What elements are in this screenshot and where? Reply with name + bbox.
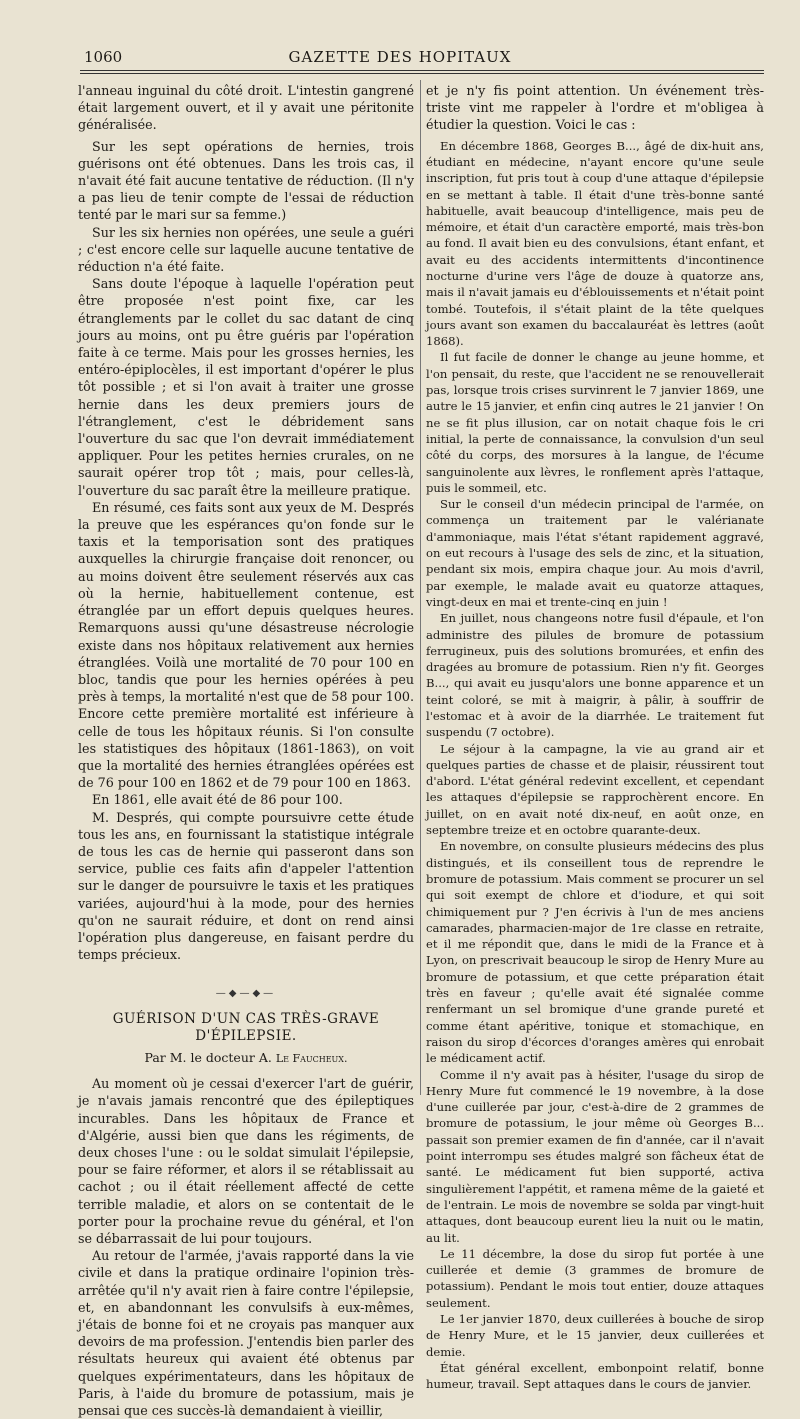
paragraph: M. Després, qui compte poursuivre cette étude tous les ans, en fournissant la statistique intégrale de tous les cas de hernie qui passeront dans son service, publie ces faits afin d'appeler l'attention sur le danger de poursuivre le taxis et les pratiques variées, aujourd'hui à la mode, pour des hernies qu'on ne saurait réduire, et dont on rend ainsi l'opération plus dangereuse, en faisant perdre du temps précieux. xyxy=(78,809,414,963)
case-paragraph: Le 1er janvier 1870, deux cuillerées à bouche de sirop de Henry Mure, et le 15 janvier, deux cuillerées et demie. xyxy=(426,1311,764,1359)
section-ornament: —◆—◆— xyxy=(215,988,277,1000)
case-paragraph: En juillet, nous changeons notre fusil d'épaule, et l'on administre des pilules de bromure de potassium ferrugineux, puis des solutions bromurées, et enfin des dragées au bromure de potassium. Rien n'y fit. Georges B..., qui avait eu jusqu'alors une bonne apparence et un teint coloré, se mit à maigrir, à pâlir, à souffrir de l'estomac et à avoir de la diarrhée. Le traitement fut suspendu (7 octobre). xyxy=(426,611,764,740)
case-paragraph: Comme il n'y avait pas à hésiter, l'usage du sirop de Henry Mure fut commencé le 19 novembre, à la dose d'une cuillerée par jour, c'est-à-dire de 2 grammes de bromure de potassium, le jour même où Georges B... passait son premier examen de fin d'année, car il n'avait point interrompu ses études malgré son fâcheux état de santé. Le médicament fut bien supporté, activa singulièrement l'appétit, et ramena même de la gaieté et de l'entrain. Le mois de novembre se solda par vingt-huit attaques, dont beaucoup eurent lieu la nuit ou le matin, au lit. xyxy=(426,1067,764,1245)
paragraph: Sur les sept opérations de hernies, trois guérisons ont été obtenues. Dans les trois cas, il n'avait été fait aucune tentative de réduction. (Il n'y a pas lieu de tenir compte de l'essai de réduction tenté par le mari sur sa femme.) xyxy=(78,138,414,223)
case-paragraph: État général excellent, embonpoint relatif, bonne humeur, travail. Sept attaques dans le cours de janvier. xyxy=(426,1360,764,1392)
section-title: GUÉRISON D'UN CAS TRÈS-GRAVE D'ÉPILEPSIE. xyxy=(112,1010,380,1044)
paragraph: Sans doute l'époque à laquelle l'opération peut être proposée n'est point fixe, car les étranglements par le collet du sac datant de cinq jours au moins, ont pu être guéris par l'opération faite à ce terme. Mais pour les grosses hernies, les entéro-épiplocèles, il est important d'opérer le plus tôt possible ; et si l'on avait à traiter une grosse hernie dans les deux premiers jours de l'étranglement, c'est le débridement sans l'ouverture du sac que l'on devrait immédiatement appliquer. Pour les petites hernies crurales, on ne saurait opérer trop tôt ; mais, pour celles-là, l'ouverture du sac paraît être la meilleure pratique. xyxy=(78,276,414,498)
case-paragraph: Il fut facile de donner le change au jeune homme, et l'on pensait, du reste, que l'accident ne se renouvellerait pas, lorsque trois crises survinrent le 7 janvier 1869, une autre le 15 janvier, et enfin cinq autres le 21 janvier ! On ne se fit plus illusion, car on notait chaque fois le cri initial, la perte de connaissance, la convulsion d'un seul côté du corps, des morsures à la langue, de l'écume sanguinolente aux lèvres, le ronflement après l'attaque, puis le sommeil, etc. xyxy=(426,350,764,495)
paragraph: l'anneau inguinal du côté droit. L'intestin gangrené était largement ouvert, et il y avait une péritonite généralisée. xyxy=(78,83,414,133)
page-number: 1060 xyxy=(84,48,123,66)
byline-prefix: Par M. le docteur A. xyxy=(144,1049,272,1065)
right-column xyxy=(426,82,764,1392)
paragraph: En résumé, ces faits sont aux yeux de M. Després la preuve que les espérances qu'on fonde sur le taxis et la temporisation sont des pratiques auxquelles la chirurgie française doit renoncer, ou au moins doivent être seulement réservés aux cas où la hernie, habituellement contenue, est étranglée par un effort depuis quelques heures. Remarquons aussi qu'une désastreuse nécrologie existe dans nos hôpitaux relativement aux hernies étranglées. Voilà une mortalité de 70 pour 100 en bloc, tandis que pour les hernies opérées à peu près à temps, la mortalité n'est que de 58 pour 100. Encore cette première mortalité est inférieure à celle de tous les hôpitaux réunis. Si l'on consulte les statistiques des hôpitaux (1861-1863), on voit que la mortalité des hernies étranglées opérées est de 76 pour 100 en 1862 et de 79 pour 100 en 1863. xyxy=(78,499,414,791)
header-rule xyxy=(80,70,764,71)
paragraph: En 1861, elle avait été de 86 pour 100. xyxy=(92,792,343,808)
paragraph: Sur les six hernies non opérées, une seule a guéri ; c'est encore celle sur laquelle aucune tentative de réduction n'a été faite. xyxy=(78,224,414,275)
case-paragraph: Le 11 décembre, la dose du sirop fut portée à une cuillerée et demie (3 grammes de bromure de potassium). Pendant le mois tout entier, douze attaques seulement. xyxy=(426,1246,764,1310)
case-paragraph: En novembre, on consulte plusieurs médecins des plus distingués, et ils conseillent tous de reprendre le bromure de potassium. Mais comment se procurer un sel qui soit exempt de chlore et d'iodure, et qui soit chimiquement pur ? J'en écrivis à l'un de mes anciens camarades, pharmacien-major de 1re classe en retraite, et il me répondit que, dans le midi de la France et à Lyon, on prescrivait beaucoup le sirop de Henry Mure au bromure de potassium, et que cette préparation était très en faveur ; qu'elle avait été signalée comme renfermant un sel bromique d'une grande pureté et comme étant apéritive, tonique et stomachique, en raison du sirop d'écorces d'oranges amères qui enrobait le médicament actif. xyxy=(426,839,764,1066)
byline-author: Le Faucheux. xyxy=(275,1051,348,1065)
case-paragraph: Sur le conseil d'un médecin principal de l'armée, on commença un traitement par le valérianate d'ammoniaque, mais l'état s'étant rapidement aggravé, on eut recours à l'usage des sels de zinc, et la situation, pendant six mois, empira chaque jour. Au mois d'avril, par exemple, le malade avait eu quatorze attaques, vingt-deux en mai et trente-cinq en juin ! xyxy=(426,497,764,609)
paragraph: Au moment où je cessai d'exercer l'art de guérir, je n'avais jamais rencontré que des épileptiques incurables. Dans les hôpitaux de France et d'Algérie, aussi bien que dans les régiments, de deux choses l'une : ou le soldat simulait l'épilepsie, pour se faire réformer, et alors il se rétablissait au cachot ; ou il était réellement affecté de cette terrible maladie, et alors on se contentait de le porter pour la prochaine revue du général, et l'on se débarrassait de lui pour toujours. xyxy=(78,1076,414,1246)
left-column xyxy=(78,82,414,1419)
paragraph: et je n'y fis point attention. Un événement très-triste vint me rappeler à l'ordre et m'obligea à étudier la question. Voici le cas : xyxy=(426,83,764,133)
journal-title: GAZETTE DES HOPITAUX xyxy=(288,48,512,66)
paragraph: Au retour de l'armée, j'avais rapporté dans la vie civile et dans la pratique ordinaire l'opinion très-arrêtée qu'il n'y avait rien à faire contre l'épilepsie, et, en abandonnant les convulsifs à eux-mêmes, j'étais de bonne foi et ne croyais pas manquer aux devoirs de ma profession. J'entendis bien parler des résultats heureux qui avaient été obtenus par quelques expérimentateurs, dans les hôpitaux de Paris, à l'aide du bromure de potassium, mais je pensai que ces succès-là demandaient à vieillir, xyxy=(78,1248,414,1419)
byline xyxy=(78,1049,414,1067)
column-divider xyxy=(420,80,421,1095)
case-paragraph: En décembre 1868, Georges B..., âgé de dix-huit ans, étudiant en médecine, n'ayant encore qu'une seule inscription, fut pris tout à coup d'une attaque d'épilepsie en se mettant à table. Il était d'une très-bonne santé habituelle, avait beaucoup d'intelligence, mais peu de mémoire, et était d'un caractère emporté, mais très-bon au fond. Il avait bien eu des convulsions, étant enfant, et avait eu des accidents intermittents d'incontinence nocturne d'urine vers l'âge de douze à quatorze ans, mais il n'avait jamais eu d'éblouissements et n'était point tombé. Toutefois, il s'était plaint de la tête quelques jours avant son examen du baccalauréat ès lettres (août 1868). xyxy=(426,138,764,349)
page-header xyxy=(0,48,800,70)
header-rule-double xyxy=(80,73,764,74)
case-paragraph: Le séjour à la campagne, la vie au grand air et quelques parties de chasse et de plaisir, réussirent tout d'abord. L'état général redevint excellent, et cependant les attaques d'épilepsie se rapprochèrent encore. En juillet, on en avait noté dix-neuf, en août onze, en septembre treize et en octobre quarante-deux. xyxy=(426,741,764,838)
